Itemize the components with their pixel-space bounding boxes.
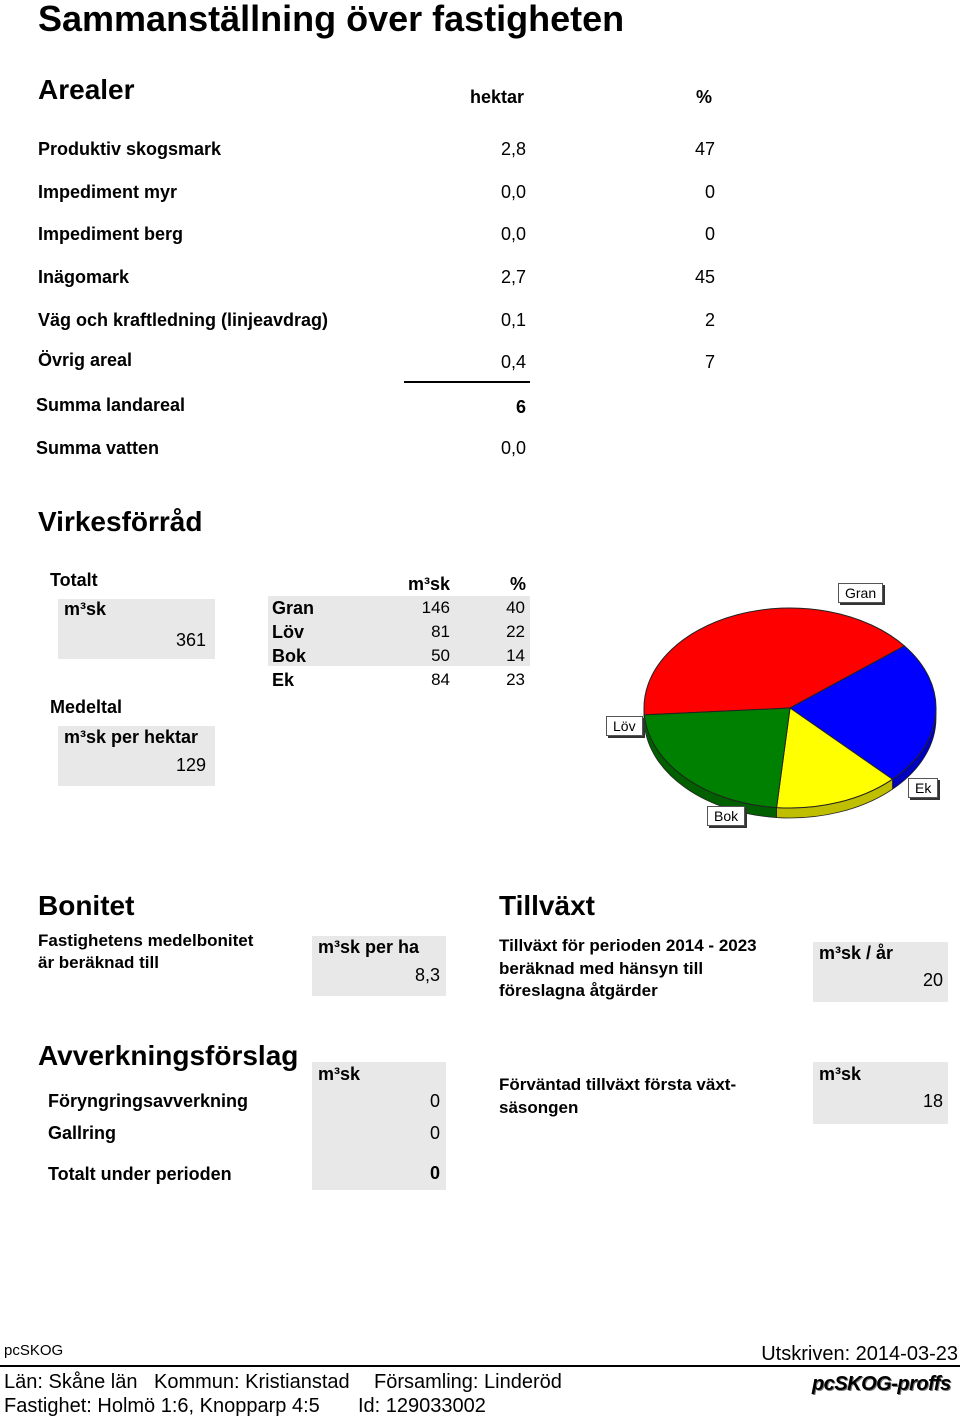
forvantad-text-1: Förväntad tillväxt första växt-	[499, 1075, 737, 1094]
summa-vatten-value: 0,0	[500, 438, 526, 458]
arealer-row-percent: 0	[704, 224, 715, 244]
footer-printed: Utskriven: 2014-03-23	[761, 1343, 958, 1365]
medeltal-value: 129	[175, 755, 206, 775]
avverkning-heading: Avverkningsförslag	[38, 1040, 299, 1071]
bonitet-text-1: Fastighetens medelbonitet	[38, 931, 254, 950]
arealer-row-percent: 0	[704, 182, 715, 202]
species-name: Bok	[272, 646, 307, 666]
tillvaxt-heading: Tillväxt	[499, 890, 595, 921]
arealer-col-percent: %	[696, 87, 713, 107]
arealer-row-label: Impediment berg	[38, 224, 184, 244]
arealer-row-percent: 2	[704, 310, 715, 330]
arealer-col-hektar: hektar	[470, 87, 525, 107]
summa-vatten-label: Summa vatten	[36, 438, 160, 458]
avverkning-total-label: Totalt under perioden	[48, 1164, 232, 1184]
virkesforrad-heading: Virkesförråd	[38, 506, 203, 537]
bonitet-value: 8,3	[414, 965, 440, 985]
pie-slice-löv	[644, 708, 790, 808]
footer-fastighet: Fastighet: Holmö 1:6, Knopparp 4:5	[4, 1395, 320, 1417]
species-percent: 22	[506, 622, 525, 641]
sum-divider	[404, 381, 530, 383]
totalt-unit: m³sk	[64, 599, 107, 619]
species-m3sk: 81	[431, 622, 450, 641]
arealer-row-label: Inägomark	[38, 267, 130, 287]
arealer-row-label: Produktiv skogsmark	[38, 139, 222, 159]
species-m3sk: 84	[431, 670, 450, 689]
footer-divider	[0, 1365, 960, 1367]
bonitet-text-2: är beräknad till	[38, 953, 159, 972]
arealer-row-percent: 47	[694, 139, 715, 159]
species-m3sk: 146	[421, 598, 450, 617]
pie-label-lov: Löv	[606, 716, 643, 736]
avverkning-row-label: Gallring	[48, 1123, 117, 1143]
arealer-row-label: Väg och kraftledning (linjeavdrag)	[38, 310, 329, 330]
forvantad-text-2: säsongen	[499, 1098, 579, 1117]
bonitet-unit: m³sk per ha	[318, 937, 420, 957]
arealer-row-label: Impediment myr	[38, 182, 178, 202]
species-name: Ek	[272, 670, 295, 690]
avverkning-unit: m³sk	[318, 1064, 361, 1084]
species-name: Gran	[272, 598, 315, 618]
footer-id: Id: 129033002	[358, 1395, 486, 1417]
bonitet-heading: Bonitet	[38, 890, 135, 921]
arealer-row-label: Övrig areal	[38, 350, 133, 370]
tillvaxt-text-1: Tillväxt för perioden 2014 - 2023	[499, 936, 757, 955]
avverkning-row-value: 0	[429, 1123, 440, 1143]
tillvaxt-unit: m³sk / år	[819, 943, 894, 963]
forvantad-value: 18	[922, 1091, 943, 1111]
pie-label-gran: Gran	[838, 583, 883, 603]
forvantad-unit: m³sk	[819, 1064, 862, 1084]
arealer-row-hektar: 2,8	[500, 139, 526, 159]
summa-landareal-value: 6	[515, 397, 526, 417]
arealer-row-percent: 45	[694, 267, 715, 287]
arealer-row-hektar: 0,0	[500, 182, 526, 202]
species-m3sk: 50	[431, 646, 450, 665]
species-col-percent: %	[510, 574, 527, 594]
medeltal-unit: m³sk per hektar	[64, 727, 199, 747]
tillvaxt-value: 20	[922, 970, 943, 990]
totalt-value: 361	[175, 630, 206, 650]
pie-label-ek: Ek	[908, 778, 938, 798]
footer-app: pcSKOG	[4, 1342, 64, 1359]
species-percent: 23	[506, 670, 525, 689]
footer-forsamling: Församling: Linderöd	[374, 1371, 562, 1393]
species-percent: 40	[506, 598, 525, 617]
pcskog-proffs-logo: pcSKOG-proffs	[812, 1373, 951, 1395]
totalt-label: Totalt	[50, 570, 98, 590]
arealer-row-hektar: 0,1	[500, 310, 526, 330]
avverkning-total-value: 0	[429, 1163, 440, 1183]
species-name: Löv	[272, 622, 305, 642]
arealer-heading: Arealer	[38, 74, 135, 105]
medeltal-label: Medeltal	[50, 697, 123, 717]
arealer-row-hektar: 0,4	[500, 352, 526, 372]
tillvaxt-text-3: föreslagna åtgärder	[499, 981, 658, 1000]
footer-lan: Län: Skåne län	[4, 1371, 138, 1393]
summa-landareal-label: Summa landareal	[36, 395, 186, 415]
species-col-unit: m³sk	[408, 574, 451, 594]
pie-label-bok: Bok	[707, 806, 745, 826]
avverkning-row-value: 0	[429, 1091, 440, 1111]
arealer-row-hektar: 0,0	[500, 224, 526, 244]
arealer-row-hektar: 2,7	[500, 267, 526, 287]
species-percent: 14	[506, 646, 525, 665]
tillvaxt-text-2: beräknad med hänsyn till	[499, 959, 704, 978]
page-title: Sammanställning över fastigheten	[38, 0, 625, 39]
arealer-row-percent: 7	[704, 352, 715, 372]
virkesforrad-pie-chart	[640, 590, 950, 830]
avverkning-row-label: Föryngringsavverkning	[48, 1091, 249, 1111]
footer-kommun: Kommun: Kristianstad	[154, 1371, 350, 1393]
